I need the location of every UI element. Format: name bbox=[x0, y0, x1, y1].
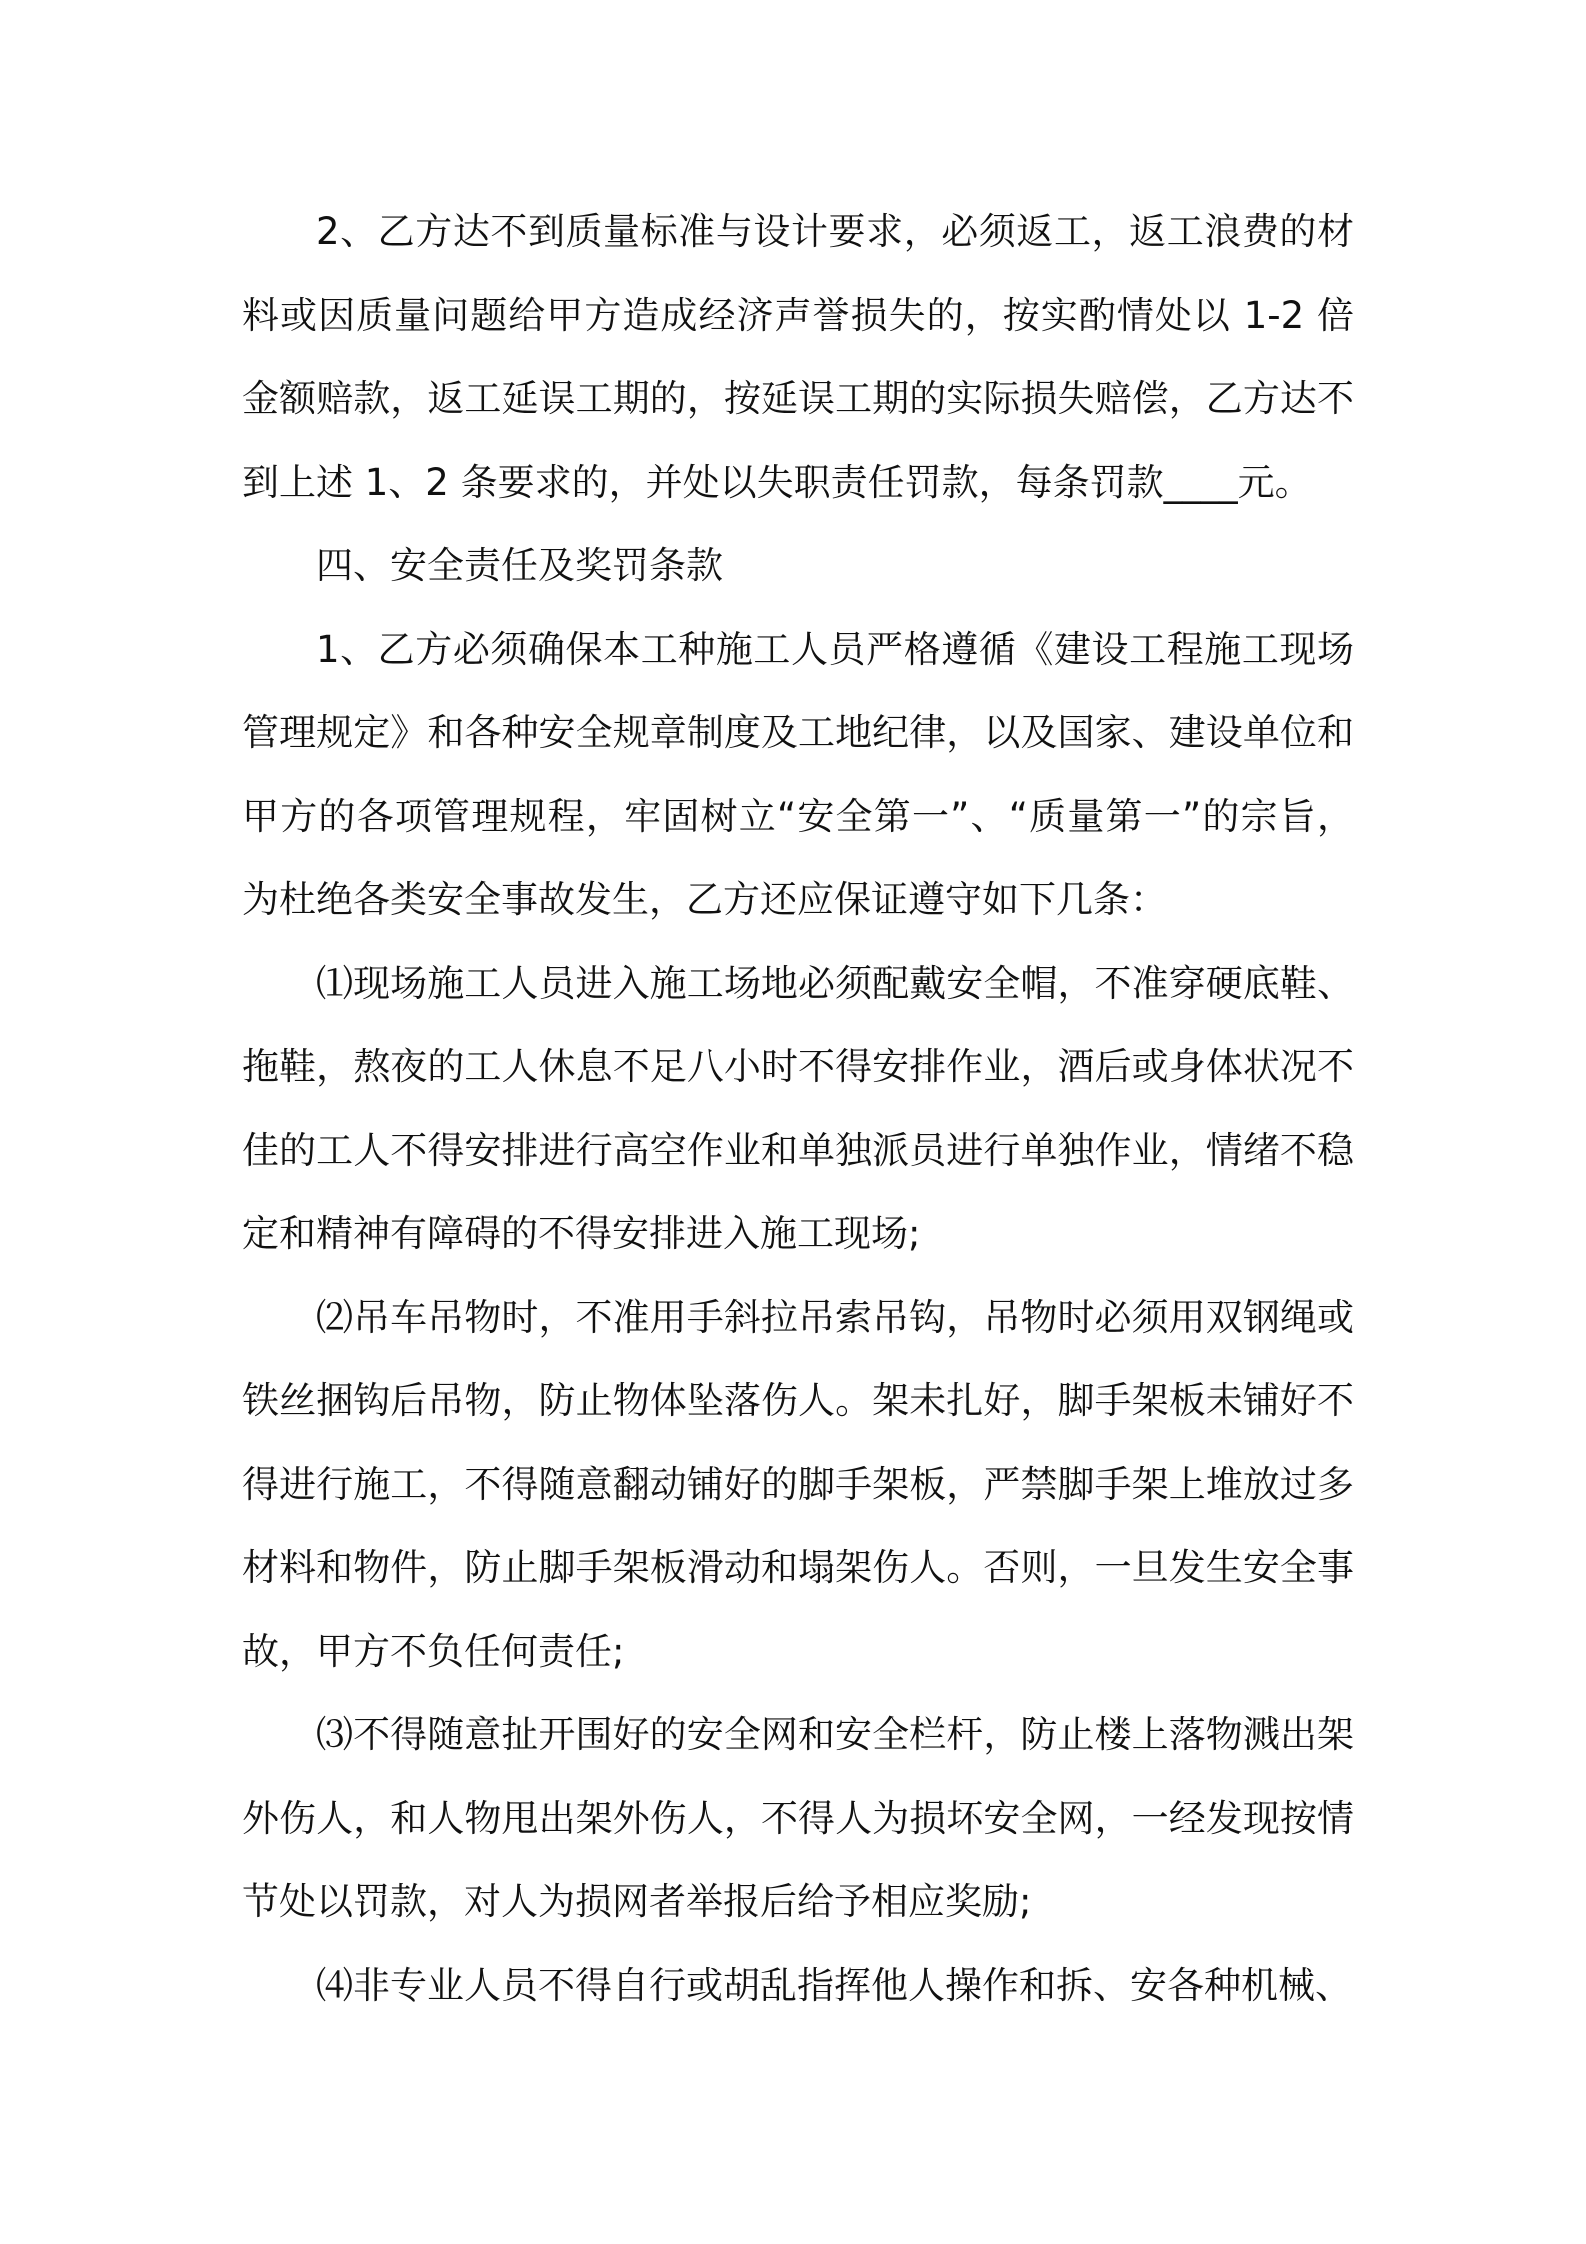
paragraph-quality-penalty: 2、乙方达不到质量标准与设计要求，必须返工，返工浪费的材料或因质量问题给甲方造成经济声誉损失的，按实酌情处以 1-2 倍金额赔款，返工延误工期的，按延误工期的实际损失赔偿，乙方达不到上述 1、2 条要求的，并处以失职责任罚款，每条罚款____元。 bbox=[242, 210, 1354, 504]
paragraph-safety-rules-intro: 1、乙方必须确保本工种施工人员严格遵循《建设工程施工现场管理规定》和各种安全规章制度及工地纪律，以及国家、建设单位和甲方的各项管理规程，牢固树立“安全第一”、“质量第一”的宗旨，为杜绝各类安全事故发生，乙方还应保证遵守如下几条： bbox=[242, 627, 1354, 921]
document-body bbox=[242, 190, 1354, 2027]
paragraph-rule-3-safety-net: ⑶不得随意扯开围好的安全网和安全栏杆，防止楼上落物溅出架外伤人，和人物甩出架外伤人，不得人为损坏安全网，一经发现按情节处以罚款，对人为损网者举报后给予相应奖励; bbox=[242, 1713, 1354, 1923]
paragraph-rule-1-helmet: ⑴现场施工人员进入施工场地必须配戴安全帽，不准穿硬底鞋、拖鞋，熬夜的工人休息不足八小时不得安排作业，酒后或身体状况不佳的工人不得安排进行高空作业和单独派员进行单独作业，情绪不稳定和精神有障碍的不得安排进入施工现场; bbox=[242, 961, 1354, 1255]
paragraph-rule-4-machinery: ⑷非专业人员不得自行或胡乱指挥他人操作和拆、安各种机械、 bbox=[316, 1963, 1352, 2007]
section-heading-safety: 四、安全责任及奖罚条款 bbox=[316, 544, 723, 587]
paragraph-rule-2-crane: ⑵吊车吊物时，不准用手斜拉吊索吊钩，吊物时必须用双钢绳或铁丝捆钩后吊物，防止物体坠落伤人。架未扎好，脚手架板未铺好不得进行施工，不得随意翻动铺好的脚手架板，严禁脚手架上堆放过多材料和物件，防止脚手架板滑动和塌架伤人。否则，一旦发生安全事故，甲方不负任何责任; bbox=[242, 1295, 1354, 1673]
